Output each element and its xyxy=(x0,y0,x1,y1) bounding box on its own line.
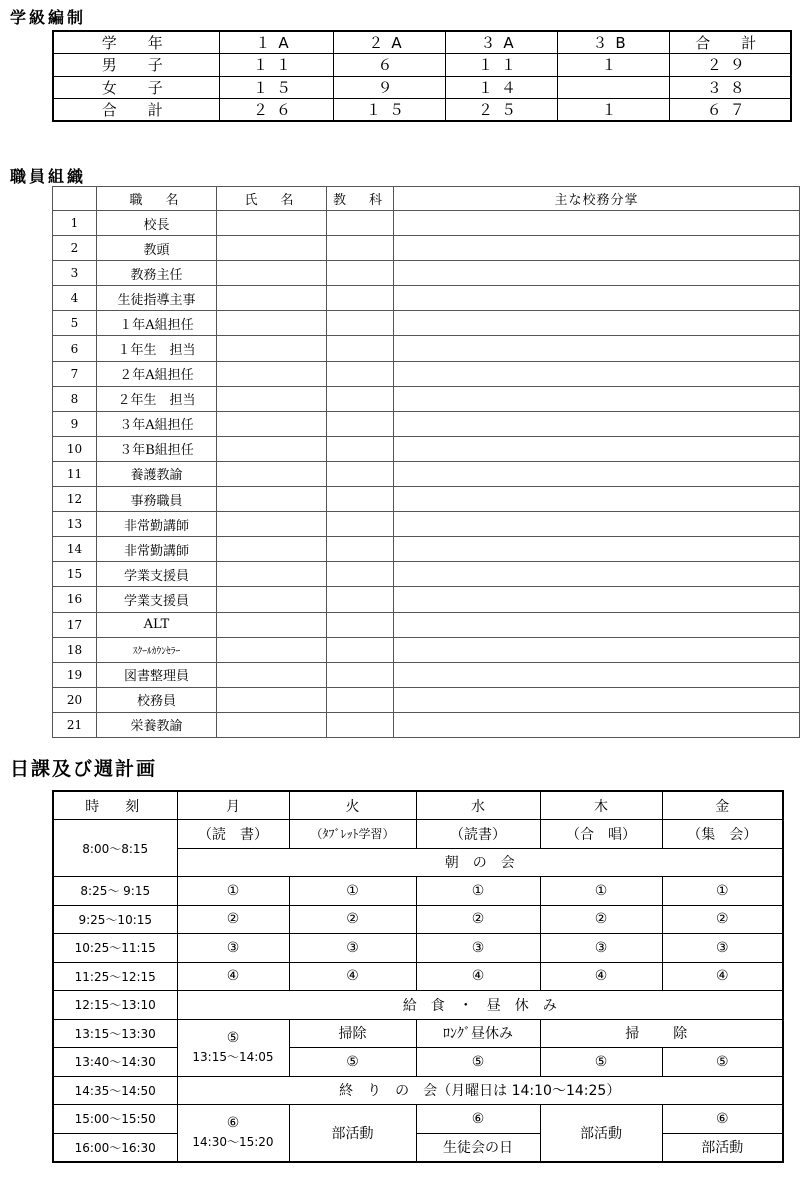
staff-number-cell: 8 xyxy=(53,386,97,411)
staff-subject-cell xyxy=(327,512,394,537)
staff-position-cell: ｽｸｰﾙｶｳﾝｾﾗｰ xyxy=(97,637,217,662)
staff-name-cell xyxy=(217,411,327,436)
staff-position-cell: １年A組担任 xyxy=(97,311,217,336)
period-5-cell: ⑤ xyxy=(662,1048,783,1077)
staff-number-cell: 6 xyxy=(53,336,97,361)
staff-name-cell xyxy=(217,236,327,261)
staff-number-cell: 1 xyxy=(53,211,97,236)
staff-duty-cell xyxy=(394,211,800,236)
staff-position-cell: 栄養教諭 xyxy=(97,712,217,737)
staff-number-cell: 3 xyxy=(53,261,97,286)
class-cell: １ xyxy=(557,99,669,122)
staff-number-cell: 7 xyxy=(53,361,97,386)
staff-subject-cell xyxy=(327,562,394,587)
staff-subject-cell xyxy=(327,411,394,436)
staff-duty-cell xyxy=(394,361,800,386)
staff-row xyxy=(53,311,800,336)
long-break-cell: ﾛﾝｸﾞ昼休み xyxy=(416,1019,540,1048)
staff-number-cell: 9 xyxy=(53,411,97,436)
class-header-cell: 学 年 xyxy=(53,31,219,54)
class-header-cell: ２A xyxy=(333,31,445,54)
schedule-header-cell: 水 xyxy=(416,791,540,820)
class-cell: ３８ xyxy=(669,76,791,99)
class-cell: １５ xyxy=(219,76,333,99)
staff-number-cell: 4 xyxy=(53,286,97,311)
period-cell: ① xyxy=(289,877,416,906)
staff-number-cell: 15 xyxy=(53,562,97,587)
staff-row xyxy=(53,286,800,311)
morning-activity-cell: （読 書） xyxy=(177,820,289,849)
schedule-row xyxy=(53,820,783,849)
staff-name-cell xyxy=(217,687,327,712)
staff-position-cell: １年生 担当 xyxy=(97,336,217,361)
period-5-mon-cell xyxy=(177,1019,289,1076)
time-cell: 13:40～14:30 xyxy=(53,1048,177,1077)
staff-duty-cell xyxy=(394,261,800,286)
period-cell: ② xyxy=(177,905,289,934)
staff-subject-cell xyxy=(327,687,394,712)
schedule-row xyxy=(53,962,783,991)
staff-position-cell: 事務職員 xyxy=(97,487,217,512)
staff-row xyxy=(53,712,800,737)
period-cell: ③ xyxy=(416,934,540,963)
period-5-mark: ⑤ xyxy=(226,1029,240,1046)
staff-row xyxy=(53,436,800,461)
staff-row xyxy=(53,587,800,612)
staff-header-cell: 教 科 xyxy=(327,187,394,211)
staff-duty-cell xyxy=(394,311,800,336)
staff-subject-cell xyxy=(327,361,394,386)
staff-row xyxy=(53,236,800,261)
staff-number-cell: 11 xyxy=(53,461,97,486)
staff-row xyxy=(53,211,800,236)
staff-position-cell: 校務員 xyxy=(97,687,217,712)
staff-number-cell: 21 xyxy=(53,712,97,737)
period-cell: ④ xyxy=(289,962,416,991)
staff-subject-cell xyxy=(327,336,394,361)
staff-subject-cell xyxy=(327,487,394,512)
schedule-row xyxy=(53,1133,783,1162)
class-header-row xyxy=(53,31,791,54)
staff-position-cell: 学業支援員 xyxy=(97,562,217,587)
staff-subject-cell xyxy=(327,386,394,411)
staff-duty-cell xyxy=(394,386,800,411)
staff-name-cell xyxy=(217,311,327,336)
schedule-row xyxy=(53,905,783,934)
staff-duty-cell xyxy=(394,687,800,712)
staff-number-cell: 12 xyxy=(53,487,97,512)
staff-subject-cell xyxy=(327,712,394,737)
morning-activity-cell: （集 会） xyxy=(662,820,783,849)
morning-activity-cell: （読書） xyxy=(416,820,540,849)
student-council-cell: 生徒会の日 xyxy=(416,1133,540,1162)
class-cell: 女 子 xyxy=(53,76,219,99)
morning-activity-cell: （ﾀﾌﾞﾚｯﾄ学習） xyxy=(289,820,416,849)
staff-subject-cell xyxy=(327,637,394,662)
staff-position-cell: ２年生 担当 xyxy=(97,386,217,411)
schedule-row xyxy=(53,1048,783,1077)
staff-name-cell xyxy=(217,361,327,386)
staff-duty-cell xyxy=(394,537,800,562)
staff-position-cell: 生徒指導主事 xyxy=(97,286,217,311)
period-cell: ① xyxy=(177,877,289,906)
staff-number-cell: 18 xyxy=(53,637,97,662)
staff-duty-cell xyxy=(394,587,800,612)
class-header-cell: 合 計 xyxy=(669,31,791,54)
time-cell: 14:35～14:50 xyxy=(53,1076,177,1105)
period-cell: ② xyxy=(662,905,783,934)
staff-position-cell: 養護教諭 xyxy=(97,461,217,486)
staff-duty-cell xyxy=(394,612,800,637)
staff-position-cell: 教務主任 xyxy=(97,261,217,286)
period-cell: ④ xyxy=(177,962,289,991)
staff-name-cell xyxy=(217,336,327,361)
class-cell: １５ xyxy=(333,99,445,122)
schedule-section-title: 日課及び週計画 xyxy=(10,758,158,780)
staff-row xyxy=(53,512,800,537)
staff-header-cell: 職 名 xyxy=(97,187,217,211)
closing-meeting-cell: 終 り の 会（月曜日は 14:10～14:25） xyxy=(177,1076,783,1105)
class-cell: ９ xyxy=(333,76,445,99)
staff-row xyxy=(53,261,800,286)
staff-subject-cell xyxy=(327,286,394,311)
class-row-boys xyxy=(53,54,791,77)
period-cell: ④ xyxy=(662,962,783,991)
period-5-cell: ⑤ xyxy=(416,1048,540,1077)
staff-name-cell xyxy=(217,487,327,512)
schedule-header-cell: 月 xyxy=(177,791,289,820)
time-cell: 13:15～13:30 xyxy=(53,1019,177,1048)
time-cell: 12:15～13:10 xyxy=(53,991,177,1020)
staff-name-cell xyxy=(217,562,327,587)
class-cell: 男 子 xyxy=(53,54,219,77)
morning-activity-cell: （合 唱） xyxy=(540,820,662,849)
staff-subject-cell xyxy=(327,436,394,461)
staff-subject-cell xyxy=(327,662,394,687)
time-cell: 15:00～15:50 xyxy=(53,1105,177,1134)
staff-duty-cell xyxy=(394,637,800,662)
class-cell xyxy=(557,76,669,99)
schedule-row xyxy=(53,1019,783,1048)
schedule-header-cell: 金 xyxy=(662,791,783,820)
staff-subject-cell xyxy=(327,612,394,637)
staff-subject-cell xyxy=(327,261,394,286)
staff-row xyxy=(53,411,800,436)
staff-position-cell: 非常勤講師 xyxy=(97,512,217,537)
staff-section-title: 職員組織 xyxy=(10,167,87,186)
schedule-header-cell: 時 刻 xyxy=(53,791,177,820)
schedule-header-cell: 木 xyxy=(540,791,662,820)
class-cell: １１ xyxy=(445,54,557,77)
staff-number-cell: 17 xyxy=(53,612,97,637)
staff-row xyxy=(53,336,800,361)
schedule-row xyxy=(53,934,783,963)
staff-position-cell: ３年A組担任 xyxy=(97,411,217,436)
staff-duty-cell xyxy=(394,662,800,687)
staff-header-cell: 主な校務分掌 xyxy=(394,187,800,211)
staff-subject-cell xyxy=(327,537,394,562)
time-cell: 8:00～8:15 xyxy=(53,820,177,877)
staff-row xyxy=(53,637,800,662)
staff-position-cell: 図書整理員 xyxy=(97,662,217,687)
time-cell: 9:25～10:15 xyxy=(53,905,177,934)
staff-number-cell: 16 xyxy=(53,587,97,612)
staff-row xyxy=(53,461,800,486)
time-cell: 10:25～11:15 xyxy=(53,934,177,963)
class-header-cell: ３B xyxy=(557,31,669,54)
staff-number-cell: 13 xyxy=(53,512,97,537)
staff-duty-cell xyxy=(394,236,800,261)
class-header-cell: ３A xyxy=(445,31,557,54)
staff-row xyxy=(53,562,800,587)
staff-number-cell: 5 xyxy=(53,311,97,336)
staff-number-cell: 19 xyxy=(53,662,97,687)
club-cell: 部活動 xyxy=(540,1105,662,1162)
staff-name-cell xyxy=(217,261,327,286)
staff-row xyxy=(53,361,800,386)
staff-position-cell: ２年A組担任 xyxy=(97,361,217,386)
period-6-cell: ⑥ xyxy=(416,1105,540,1134)
staff-subject-cell xyxy=(327,311,394,336)
schedule-row xyxy=(53,1105,783,1134)
lunch-cell: 給 食 ・ 昼 休 み xyxy=(177,991,783,1020)
period-6-cell: ⑥ xyxy=(662,1105,783,1134)
schedule-table xyxy=(52,790,784,1163)
staff-name-cell xyxy=(217,537,327,562)
staff-subject-cell xyxy=(327,211,394,236)
staff-number-cell: 2 xyxy=(53,236,97,261)
staff-position-cell: 非常勤講師 xyxy=(97,537,217,562)
staff-duty-cell xyxy=(394,487,800,512)
class-cell: １ xyxy=(557,54,669,77)
period-cell: ① xyxy=(416,877,540,906)
class-row-girls xyxy=(53,76,791,99)
staff-row xyxy=(53,687,800,712)
staff-subject-cell xyxy=(327,587,394,612)
staff-duty-cell xyxy=(394,562,800,587)
staff-name-cell xyxy=(217,512,327,537)
staff-name-cell xyxy=(217,286,327,311)
class-header-cell: １A xyxy=(219,31,333,54)
class-row-total xyxy=(53,99,791,122)
period-6-mark: ⑥ xyxy=(226,1114,240,1131)
staff-header-row xyxy=(53,187,800,211)
period-6-mon-cell xyxy=(177,1105,289,1162)
staff-name-cell xyxy=(217,637,327,662)
cleaning-cell: 掃除 xyxy=(289,1019,416,1048)
time-cell: 8:25～ 9:15 xyxy=(53,877,177,906)
time-cell: 11:25～12:15 xyxy=(53,962,177,991)
staff-number-cell: 20 xyxy=(53,687,97,712)
staff-name-cell xyxy=(217,587,327,612)
period-cell: ② xyxy=(540,905,662,934)
class-section-title: 学級編制 xyxy=(10,8,87,27)
staff-row xyxy=(53,612,800,637)
period-5-time: 13:15～14:05 xyxy=(192,1049,274,1064)
staff-name-cell xyxy=(217,662,327,687)
period-cell: ④ xyxy=(416,962,540,991)
staff-row xyxy=(53,662,800,687)
staff-subject-cell xyxy=(327,236,394,261)
schedule-row xyxy=(53,877,783,906)
staff-header-cell: 氏 名 xyxy=(217,187,327,211)
staff-duty-cell xyxy=(394,712,800,737)
staff-name-cell xyxy=(217,211,327,236)
period-6-time: 14:30～15:20 xyxy=(192,1134,274,1149)
staff-position-cell: ALT xyxy=(97,612,217,637)
schedule-row xyxy=(53,1076,783,1105)
staff-row xyxy=(53,386,800,411)
class-cell: ２５ xyxy=(445,99,557,122)
class-cell: ２９ xyxy=(669,54,791,77)
period-cell: ① xyxy=(540,877,662,906)
staff-name-cell xyxy=(217,436,327,461)
staff-duty-cell xyxy=(394,411,800,436)
club-cell: 部活動 xyxy=(289,1105,416,1162)
period-cell: ③ xyxy=(289,934,416,963)
staff-name-cell xyxy=(217,386,327,411)
period-cell: ③ xyxy=(662,934,783,963)
staff-number-cell: 10 xyxy=(53,436,97,461)
staff-row xyxy=(53,487,800,512)
club-cell: 部活動 xyxy=(662,1133,783,1162)
staff-table xyxy=(52,186,800,738)
class-table xyxy=(52,30,792,122)
staff-position-cell: 学業支援員 xyxy=(97,587,217,612)
period-cell: ③ xyxy=(177,934,289,963)
staff-duty-cell xyxy=(394,286,800,311)
class-cell: １１ xyxy=(219,54,333,77)
staff-duty-cell xyxy=(394,436,800,461)
staff-duty-cell xyxy=(394,461,800,486)
schedule-header-row xyxy=(53,791,783,820)
period-5-cell: ⑤ xyxy=(540,1048,662,1077)
period-cell: ② xyxy=(416,905,540,934)
period-cell: ④ xyxy=(540,962,662,991)
staff-name-cell xyxy=(217,461,327,486)
staff-number-cell: 14 xyxy=(53,537,97,562)
period-cell: ② xyxy=(289,905,416,934)
time-cell: 16:00～16:30 xyxy=(53,1133,177,1162)
staff-row xyxy=(53,537,800,562)
morning-meeting-cell: 朝 の 会 xyxy=(177,848,783,877)
staff-name-cell xyxy=(217,712,327,737)
cleaning-cell: 掃 除 xyxy=(540,1019,783,1048)
staff-position-cell: 教頭 xyxy=(97,236,217,261)
class-cell: １４ xyxy=(445,76,557,99)
schedule-row xyxy=(53,991,783,1020)
staff-header-cell xyxy=(53,187,97,211)
staff-position-cell: ３年B組担任 xyxy=(97,436,217,461)
staff-duty-cell xyxy=(394,336,800,361)
class-cell: 合 計 xyxy=(53,99,219,122)
period-cell: ③ xyxy=(540,934,662,963)
staff-name-cell xyxy=(217,612,327,637)
class-cell: ２６ xyxy=(219,99,333,122)
class-cell: ６ xyxy=(333,54,445,77)
schedule-header-cell: 火 xyxy=(289,791,416,820)
period-5-cell: ⑤ xyxy=(289,1048,416,1077)
staff-position-cell: 校長 xyxy=(97,211,217,236)
class-cell: ６７ xyxy=(669,99,791,122)
staff-duty-cell xyxy=(394,512,800,537)
staff-subject-cell xyxy=(327,461,394,486)
period-cell: ① xyxy=(662,877,783,906)
